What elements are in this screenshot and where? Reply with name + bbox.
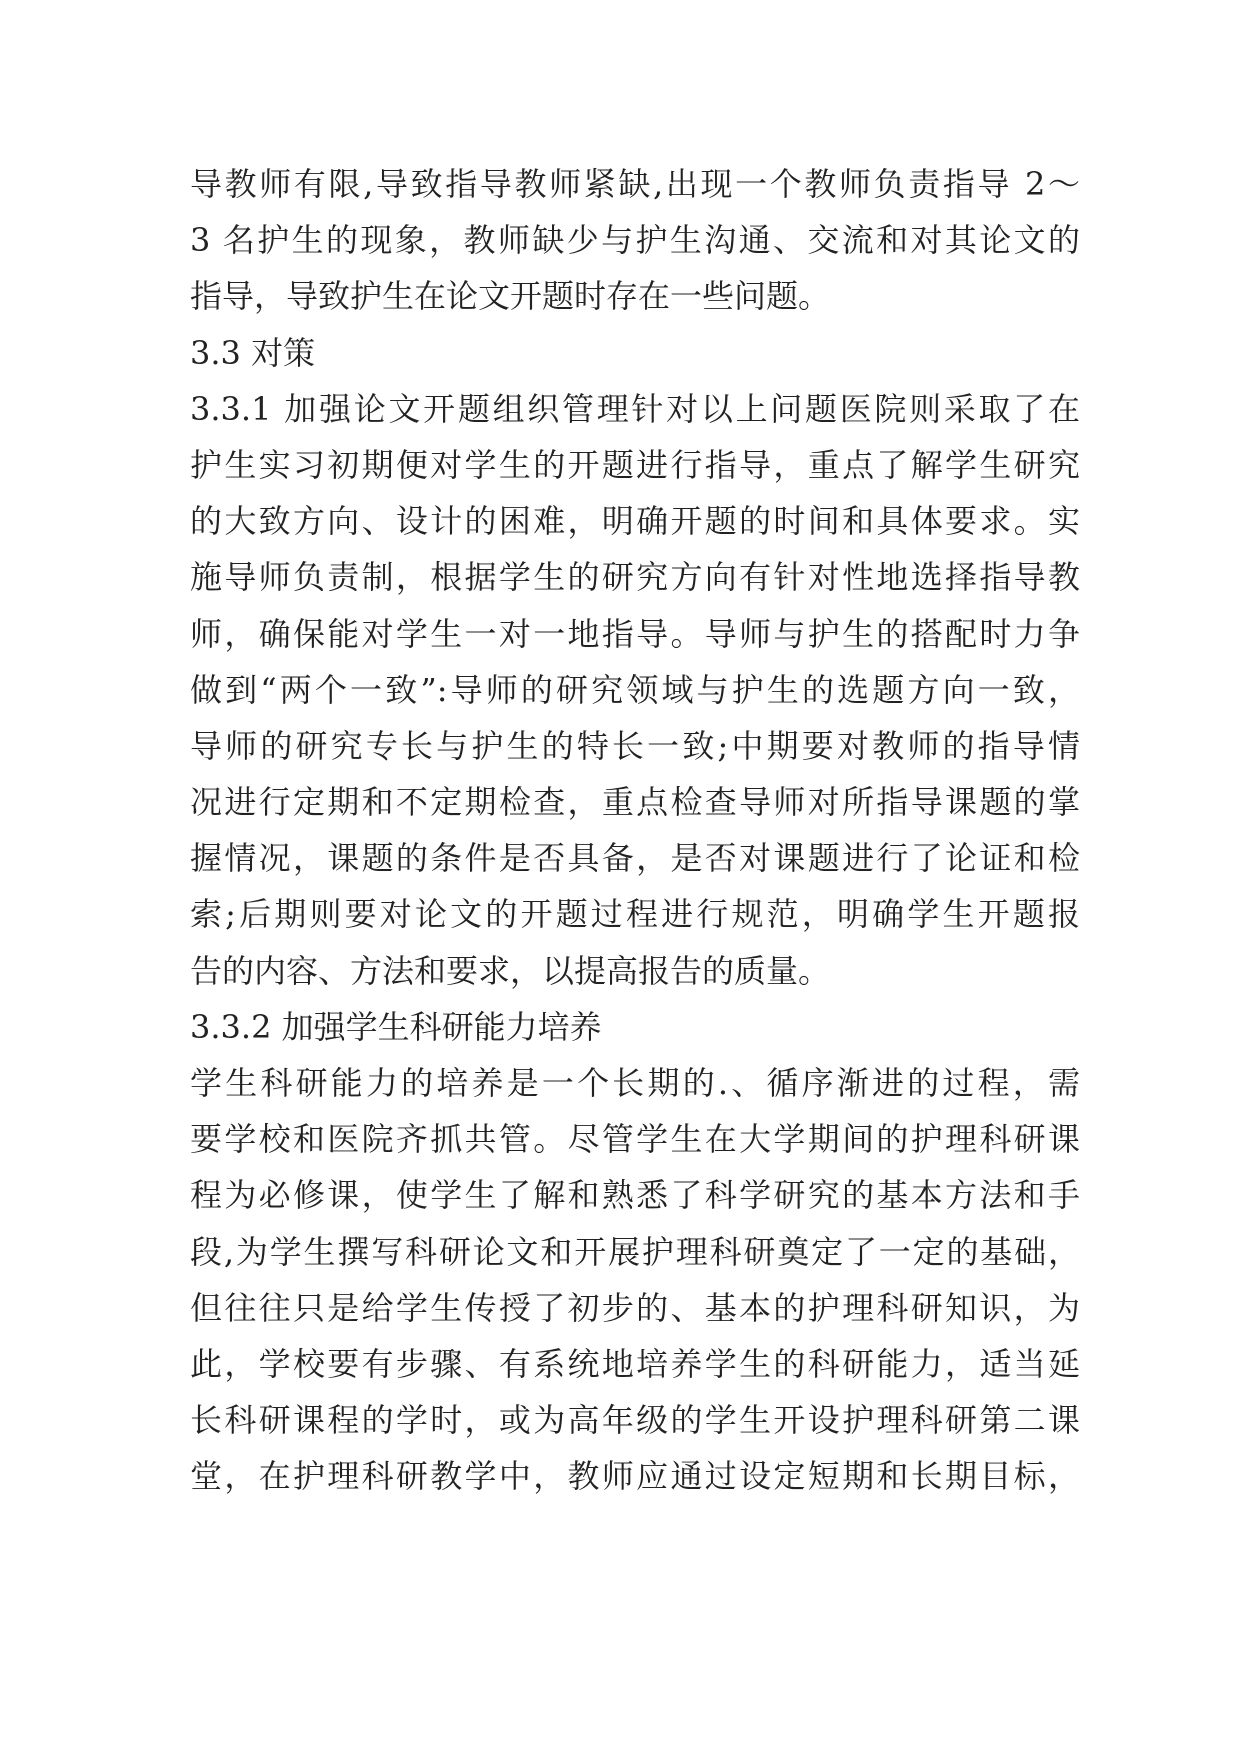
- text-line: 况进行定期和不定期检查，重点检查导师对所指导课题的掌: [190, 783, 1080, 822]
- text-line: 此，学校要有步骤、有系统地培养学生的科研能力，适当延: [190, 1344, 1080, 1383]
- text-line: 程为必修课，使学生了解和熟悉了科学研究的基本方法和手: [190, 1176, 1080, 1215]
- text-line: 要学校和医院齐抓共管。尽管学生在大学期间的护理科研课: [190, 1120, 1080, 1159]
- text-line: 护生实习初期便对学生的开题进行指导，重点了解学生研究: [190, 445, 1080, 484]
- text-line: 指导，导致护生在论文开题时存在一些问题。: [190, 277, 831, 316]
- text-line: 导师的研究专长与护生的特长一致;中期要对教师的指导情: [190, 726, 1080, 765]
- text-line: 段,为学生撰写科研论文和开展护理科研奠定了一定的基础，: [190, 1232, 1080, 1271]
- text-line: 握情况，课题的条件是否具备，是否对课题进行了论证和检: [190, 839, 1080, 878]
- text-line: 做到“两个一致”:导师的研究领域与护生的选题方向一致，: [190, 670, 1080, 709]
- text-line: 长科研课程的学时，或为高年级的学生开设护理科研第二课: [190, 1401, 1080, 1440]
- text-line: 3.3 对策: [190, 333, 316, 372]
- text-line: 3 名护生的现象，教师缺少与护生沟通、交流和对其论文的: [190, 221, 1080, 260]
- text-line: 导教师有限,导致指导教师紧缺,出现一个教师负责指导 2～: [190, 165, 1080, 203]
- text-line: 学生科研能力的培养是一个长期的.、循序渐进的过程，需: [190, 1064, 1080, 1102]
- body-text: [190, 156, 1080, 1505]
- text-line: 师，确保能对学生一对一地指导。导师与护生的搭配时力争: [190, 614, 1080, 653]
- text-line: 的大致方向、设计的困难，明确开题的时间和具体要求。实: [190, 502, 1080, 541]
- text-line: 但往往只是给学生传授了初步的、基本的护理科研知识，为: [190, 1288, 1080, 1327]
- text-line: 告的内容、方法和要求，以提高报告的质量。: [190, 951, 831, 990]
- text-line: 堂，在护理科研教学中，教师应通过设定短期和长期目标，: [190, 1457, 1080, 1496]
- text-line: 施导师负责制，根据学生的研究方向有针对性地选择指导教: [190, 558, 1080, 597]
- text-line: 索;后期则要对论文的开题过程进行规范，明确学生开题报: [190, 895, 1080, 934]
- text-line: 3.3.2 加强学生科研能力培养: [190, 1007, 602, 1046]
- text-line: 3.3.1 加强论文开题组织管理针对以上问题医院则采取了在: [190, 389, 1080, 428]
